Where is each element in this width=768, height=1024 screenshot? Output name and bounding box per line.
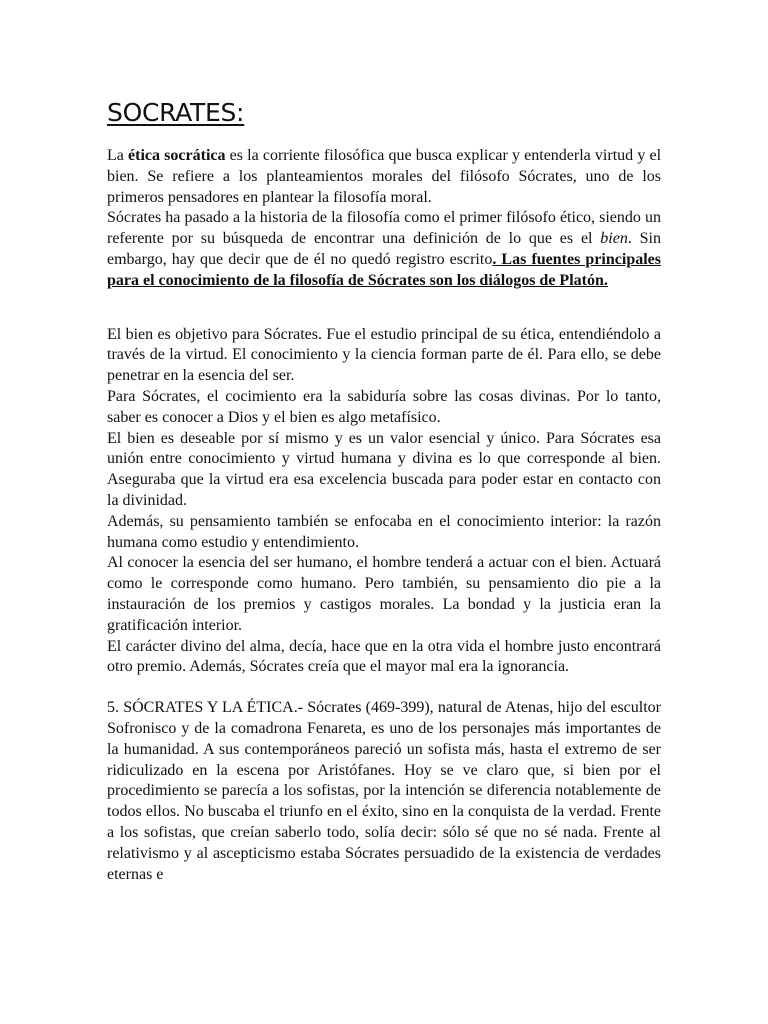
paragraph-sabiduria: Para Sócrates, el cocimiento era la sabiduría sobre las cosas divinas. Por lo tanto, saber es conocer a Dios y el bien es algo metafísico. bbox=[107, 387, 661, 426]
paragraph-prefix: La bbox=[107, 147, 129, 164]
italic-term-bien: bien bbox=[600, 230, 628, 248]
underlined-key-sentence: . Las fuentes principales para el conocimiento de la filosofía de Sócrates son los diálogos de Platón. bbox=[107, 250, 661, 289]
paragraph-bien-deseable: El bien es deseable por sí mismo y es un valor esencial y único. Para Sócrates esa unión entre conocimiento y virtud humana y divina es lo que corresponde al bien. Aseguraba que la virtud era esa excelencia buscada para poder estar en contacto con la divinidad. bbox=[107, 429, 661, 509]
paragraph-caracter-divino: El carácter divino del alma, decía, hace que en la otra vida el hombre justo encontrará otro premio. Además, Sócrates creía que el mayor mal era la ignorancia. bbox=[107, 637, 661, 676]
paragraph-socrates-y-la-etica: 5. SÓCRATES Y LA ÉTICA.- Sócrates (469-399), natural de Atenas, hijo del escultor Sofronisco y de la comadrona Fenareta, es uno de los personajes más importantes de la humanidad. A sus contemporáneos pareció un sofista más, hasta el extremo de ser ridiculizado en la escena por Aristófanes. Hoy se ve claro que, si bien por el procedimiento se parecía a los sofistas, por la intención se diferencia notablemente de todos ellos. No buscaba el triunfo en el éxito, sino en la conquista de la verdad. Frente a los sofistas, que creían saberlo todo, solía decir: sólo sé que no sé nada. Frente al relativismo y al ascepticismo estaba Sócrates persuadido de la existencia de verdades eternas e bbox=[107, 699, 661, 883]
document-body bbox=[107, 146, 661, 885]
paragraph-bien-objetivo: El bien es objetivo para Sócrates. Fue el estudio principal de su ética, entendiéndolo a través de la virtud. El conocimiento y la ciencia forman parte de él. Para ello, se debe penetrar en la esencia del ser. bbox=[107, 325, 661, 385]
paragraph-text: . Sin embargo, hay que decir que de él no quedó registro escrito bbox=[107, 230, 661, 268]
paragraph-spacer bbox=[107, 678, 661, 698]
paragraph-esencia-humano: Al conocer la esencia del ser humano, el hombre tenderá a actuar con el bien. Actuará como le corresponde como humano. Pero también, su pensamiento dio pie a la instauración de los premios y castigos morales. La bondad y la justicia eran la gratificación interior. bbox=[107, 554, 661, 634]
paragraph-historia bbox=[107, 208, 661, 291]
paragraph-conocimiento-interior: Además, su pensamiento también se enfocaba en el conocimiento interior: la razón humana como estudio y entendimiento. bbox=[107, 512, 661, 551]
paragraph-spacer bbox=[107, 292, 661, 325]
paragraph-text: Sócrates ha pasado a la historia de la filosofía como el primer filósofo ético, siendo un referente por su búsqueda de encontrar una definición de lo que es el bbox=[107, 209, 661, 248]
paragraph-text: es la corriente filosófica que busca explicar y entenderla virtud y el bien. Se refiere a los planteamientos morales del filósofo Sócrates, uno de los primeros pensadores en plantear la filosofía moral. bbox=[107, 147, 662, 206]
paragraph-etica-socratica bbox=[107, 146, 661, 208]
bold-term-etica-socratica: ética socrática bbox=[128, 147, 226, 164]
page-title: SOCRATES: bbox=[107, 98, 245, 127]
